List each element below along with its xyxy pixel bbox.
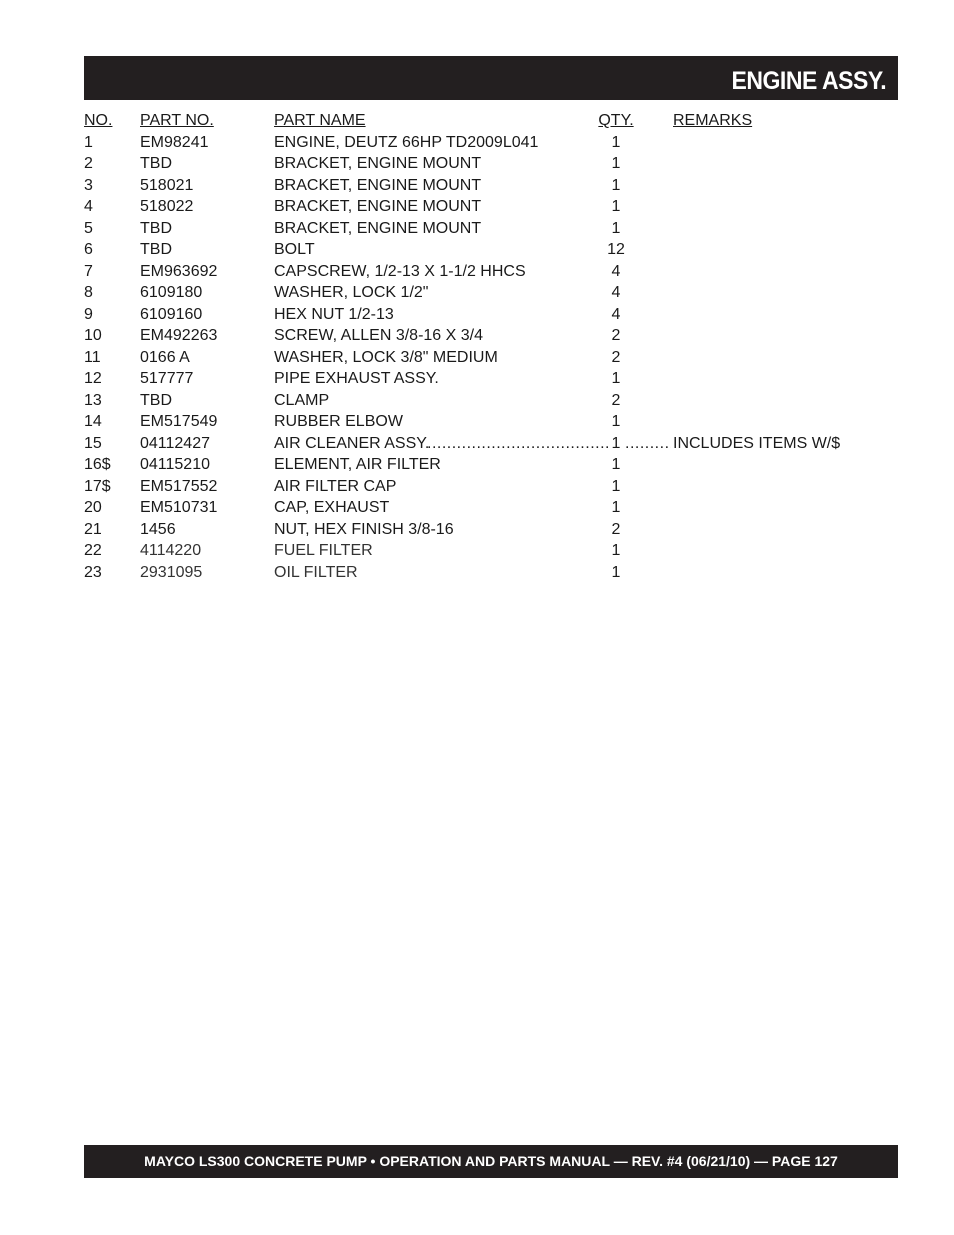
page-footer-bar xyxy=(84,1145,898,1178)
part-number-index: 21 xyxy=(84,520,102,538)
qty: 4 xyxy=(611,262,621,280)
part-number-index: 1 xyxy=(84,133,93,151)
qty: 2 xyxy=(611,391,621,409)
part-no: 0166 A xyxy=(140,348,190,366)
part-no: EM963692 xyxy=(140,262,218,280)
part-name: BOLT xyxy=(274,241,315,258)
part-number-index: 8 xyxy=(84,284,93,301)
table-row xyxy=(84,239,898,261)
part-name: ENGINE, DEUTZ 66HP TD2009L041 xyxy=(274,133,539,151)
part-no: 04112427 xyxy=(140,434,210,452)
part-name: BRACKET, ENGINE MOUNT xyxy=(274,219,482,237)
dot-leader xyxy=(427,433,611,455)
part-number-index: 15 xyxy=(84,434,102,452)
qty: 1 xyxy=(611,198,621,215)
table-row xyxy=(84,282,898,304)
table-row xyxy=(84,433,898,455)
part-no: 2931095 xyxy=(140,563,203,581)
table-row xyxy=(84,411,898,433)
part-no: 518021 xyxy=(140,176,194,194)
part-no: 517777 xyxy=(140,370,194,387)
table-header-row xyxy=(84,110,898,132)
part-no: 518022 xyxy=(140,198,194,215)
part-number-index: 4 xyxy=(84,198,93,215)
part-no: 6109180 xyxy=(140,284,203,301)
part-number-index: 3 xyxy=(84,176,93,194)
part-name: CAPSCREW, 1/2-13 X 1-1/2 HHCS xyxy=(274,262,526,280)
table-row xyxy=(84,390,898,412)
part-no: TBD xyxy=(140,391,172,409)
header-no: NO. xyxy=(84,112,113,129)
part-name: OIL FILTER xyxy=(274,563,358,581)
part-name: FUEL FILTER xyxy=(274,542,373,559)
header-remarks: REMARKS xyxy=(673,112,753,129)
table-body xyxy=(84,132,898,584)
part-no: EM517549 xyxy=(140,413,218,430)
qty: 2 xyxy=(611,348,621,366)
table-row xyxy=(84,153,898,175)
qty: 1 xyxy=(611,219,621,237)
table-row xyxy=(84,454,898,476)
part-number-index: 5 xyxy=(84,219,93,237)
part-no: EM98241 xyxy=(140,133,209,151)
header-part-name: PART NAME xyxy=(274,112,366,129)
part-name: RUBBER ELBOW xyxy=(274,413,403,430)
table-row xyxy=(84,562,898,584)
part-no: 1456 xyxy=(140,520,176,538)
part-number-index: 14 xyxy=(84,413,102,430)
table-row xyxy=(84,132,898,154)
qty: 1 xyxy=(611,413,621,430)
part-number-index: 23 xyxy=(84,563,102,581)
part-name: WASHER, LOCK 1/2" xyxy=(274,284,429,301)
part-name: HEX NUT 1/2-13 xyxy=(274,305,394,323)
part-number-index: 9 xyxy=(84,305,93,323)
table-row xyxy=(84,218,898,240)
parts-table xyxy=(84,110,898,583)
part-number-index: 13 xyxy=(84,391,102,409)
table-row xyxy=(84,368,898,390)
part-no: 04115210 xyxy=(140,456,210,473)
qty: 2 xyxy=(611,327,621,344)
table-row xyxy=(84,261,898,283)
part-number-index: 22 xyxy=(84,542,102,559)
page-title: ENGINE ASSY. xyxy=(731,67,886,95)
footer-text: MAYCO LS300 CONCRETE PUMP • OPERATION AND PARTS MANUAL — REV. #4 (06/21/10) — PAGE 127 xyxy=(144,1153,838,1169)
header-part-no: PART NO. xyxy=(140,112,214,129)
dot-leader xyxy=(625,433,671,455)
qty: 1 xyxy=(611,133,621,151)
part-name: BRACKET, ENGINE MOUNT xyxy=(274,176,482,194)
qty: 2 xyxy=(611,520,621,538)
part-name: CLAMP xyxy=(274,391,330,409)
part-name: NUT, HEX FINISH 3/8-16 xyxy=(274,520,454,538)
table-row xyxy=(84,519,898,541)
table-row xyxy=(84,347,898,369)
part-number-index: 7 xyxy=(84,262,93,280)
part-name: CAP, EXHAUST xyxy=(274,499,390,516)
part-number-index: 16$ xyxy=(84,456,111,473)
qty: 1 xyxy=(611,176,621,194)
part-no: TBD xyxy=(140,241,172,258)
table-row xyxy=(84,476,898,498)
part-number-index: 20 xyxy=(84,499,102,516)
part-no: TBD xyxy=(140,155,172,172)
remarks: INCLUDES ITEMS W/$ xyxy=(673,434,841,452)
part-number-index: 12 xyxy=(84,370,102,387)
part-name: AIR CLEANER ASSY. xyxy=(274,434,430,452)
part-number-index: 11 xyxy=(84,348,101,366)
qty: 4 xyxy=(611,284,621,301)
part-name: BRACKET, ENGINE MOUNT xyxy=(274,198,482,215)
page-header-bar xyxy=(84,56,898,100)
qty: 1 xyxy=(611,370,621,387)
part-no: EM492263 xyxy=(140,327,218,344)
qty: 1 xyxy=(611,563,621,581)
part-no: EM517552 xyxy=(140,477,218,495)
table-row xyxy=(84,540,898,562)
part-no: EM510731 xyxy=(140,499,218,516)
part-number-index: 2 xyxy=(84,155,93,172)
table-row xyxy=(84,175,898,197)
qty: 1 xyxy=(611,542,621,559)
table-row xyxy=(84,497,898,519)
table-row xyxy=(84,325,898,347)
part-name: WASHER, LOCK 3/8" MEDIUM xyxy=(274,348,498,366)
header-qty: QTY. xyxy=(598,112,634,129)
qty: 1 xyxy=(611,499,621,516)
part-number-index: 17$ xyxy=(84,477,111,495)
qty: 1 xyxy=(611,434,621,452)
qty: 1 xyxy=(611,456,621,473)
part-number-index: 10 xyxy=(84,327,102,344)
qty: 4 xyxy=(611,305,621,323)
qty: 12 xyxy=(607,241,625,258)
part-name: PIPE EXHAUST ASSY. xyxy=(274,370,439,387)
part-name: BRACKET, ENGINE MOUNT xyxy=(274,155,482,172)
qty: 1 xyxy=(611,155,621,172)
part-name: ELEMENT, AIR FILTER xyxy=(274,456,441,473)
part-no: 6109160 xyxy=(140,305,203,323)
qty: 1 xyxy=(611,477,621,495)
part-name: SCREW, ALLEN 3/8-16 X 3/4 xyxy=(274,327,483,344)
part-name: AIR FILTER CAP xyxy=(274,477,397,495)
table-row xyxy=(84,304,898,326)
part-no: 4114220 xyxy=(140,542,202,559)
table-row xyxy=(84,196,898,218)
part-number-index: 6 xyxy=(84,241,93,258)
part-no: TBD xyxy=(140,219,172,237)
